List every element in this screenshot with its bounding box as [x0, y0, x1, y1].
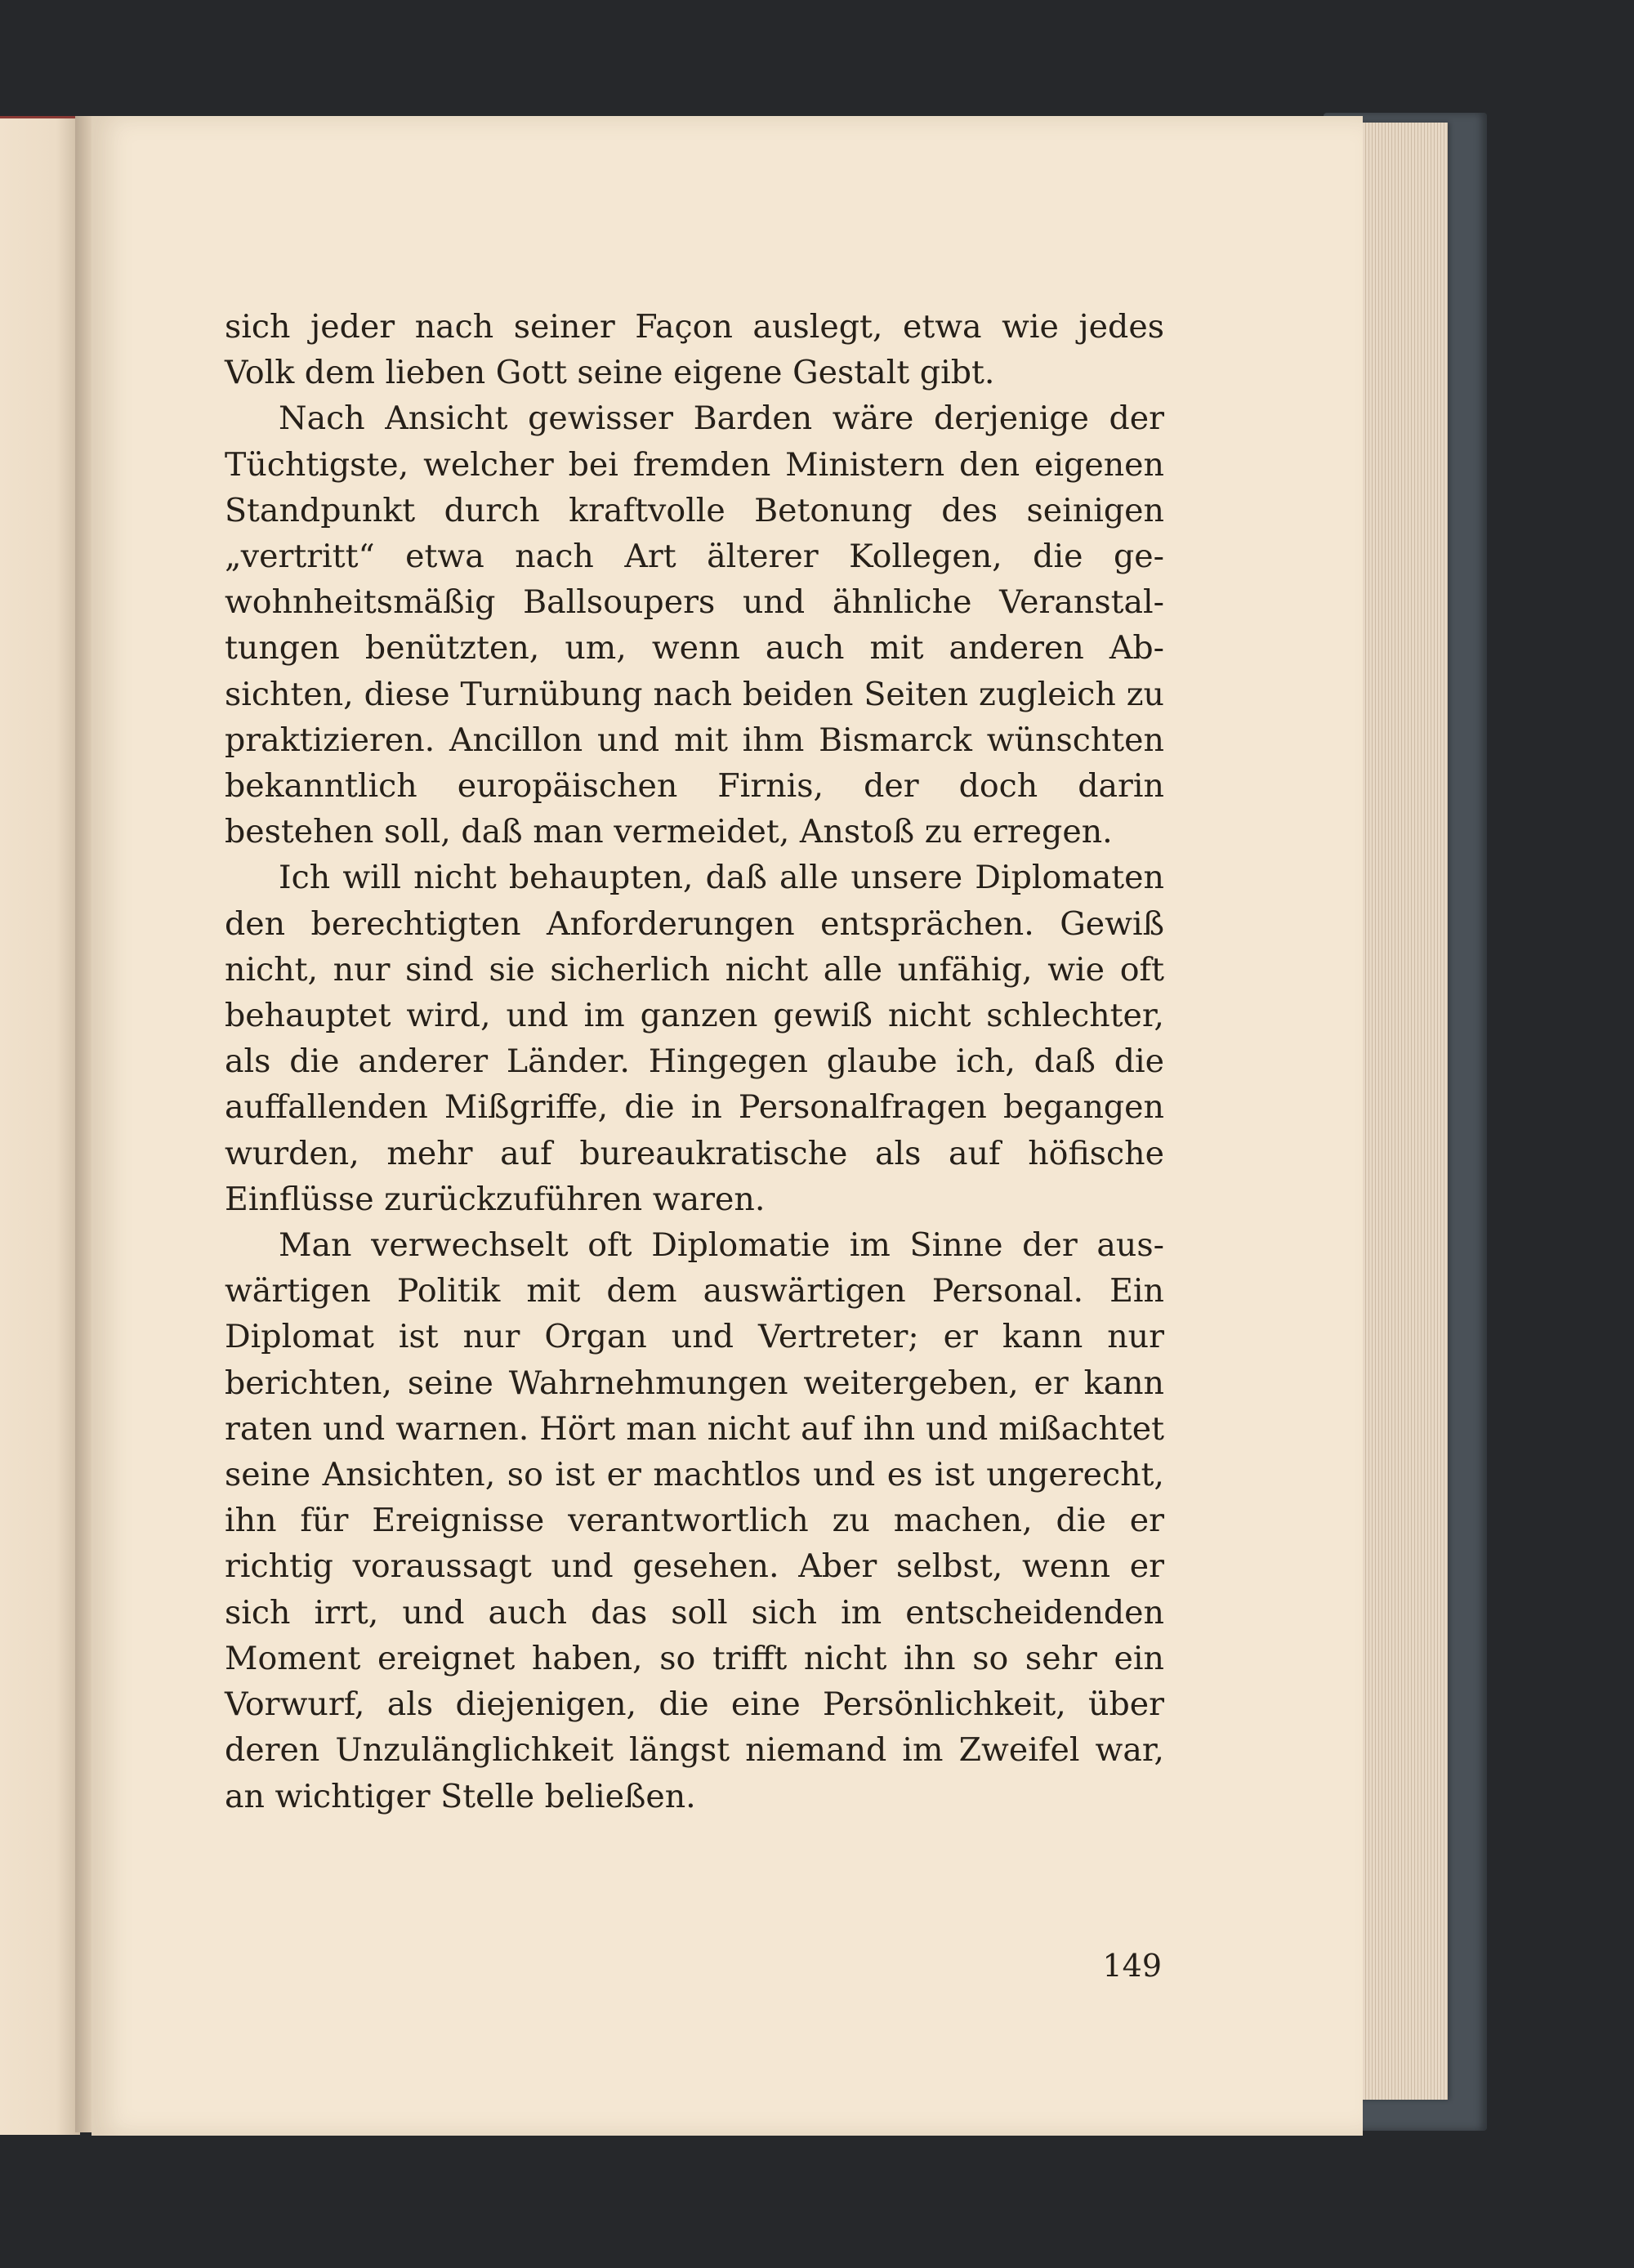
paragraph: Nach Ansicht gewisser Barden wäre derjenige der Tüchtigste, welcher bei fremden Ministern den eigenen Standpunkt durch kraftvolle Betonung des seinigen „vertritt“ etwa nach Art älterer Kollegen, die gewohnheitsmäßig Ballsoupers und ähnliche Veranstaltungen benützten, um, wenn auch mit anderen Absichten, diese Turnübung nach beiden Seiten zugleich zu praktizieren. Ancillon und mit ihm Bismarck wünschten bekanntlich europäischen Firnis, der doch darin bestehen soll, daß man vermeidet, Anstoß zu erregen. — [225, 400, 1164, 851]
paragraph: Man verwechselt oft Diplomatie im Sinne der auswärtigen Politik mit dem auswärtigen Personal. Ein Diplomat ist nur Organ und Vertreter; er kann nur berichten, seine Wahrnehmungen weitergeben, er kann raten und warnen. Hört man nicht auf ihn und mißachtet seine Ansichten, so ist er machtlos und es ist ungerecht, ihn für Ereignisse verantwortlich zu machen, die er richtig voraussagt und gesehen. Aber selbst, wenn er sich irrt, und auch das soll sich im entscheidenden Moment ereignet haben, so trifft nicht ihn so sehr ein Vorwurf, als diejenigen, die eine Persönlichkeit, über deren Unzulänglichkeit längst niemand im Zweifel war, an wichtiger Stelle beließen. — [225, 1226, 1164, 1815]
paragraph: Ich will nicht behaupten, daß alle unsere Diplomaten den berechtigten Anforderungen entsprächen. Gewiß nicht, nur sind sie sicherlich nicht alle unfähig, wie oft behauptet wird, und im ganzen gewiß nicht schlechter, als die anderer Länder. Hingegen glaube ich, daß die auffallenden Mißgriffe, die in Personalfragen begangen wurden, mehr auf bureaukratische als auf höfische Einflüsse zurückzuführen waren. — [225, 859, 1164, 1218]
book-page — [92, 116, 1363, 2136]
left-page-edge — [0, 116, 80, 2135]
paragraph-continued: sich jeder nach seiner Façon auslegt, etwa wie jedes Volk dem lieben Gott seine eigene Gestalt gibt. — [225, 308, 1164, 392]
page-edges — [1356, 123, 1448, 2100]
page-number: 149 — [1102, 1948, 1162, 1984]
body-text — [225, 304, 1164, 1819]
